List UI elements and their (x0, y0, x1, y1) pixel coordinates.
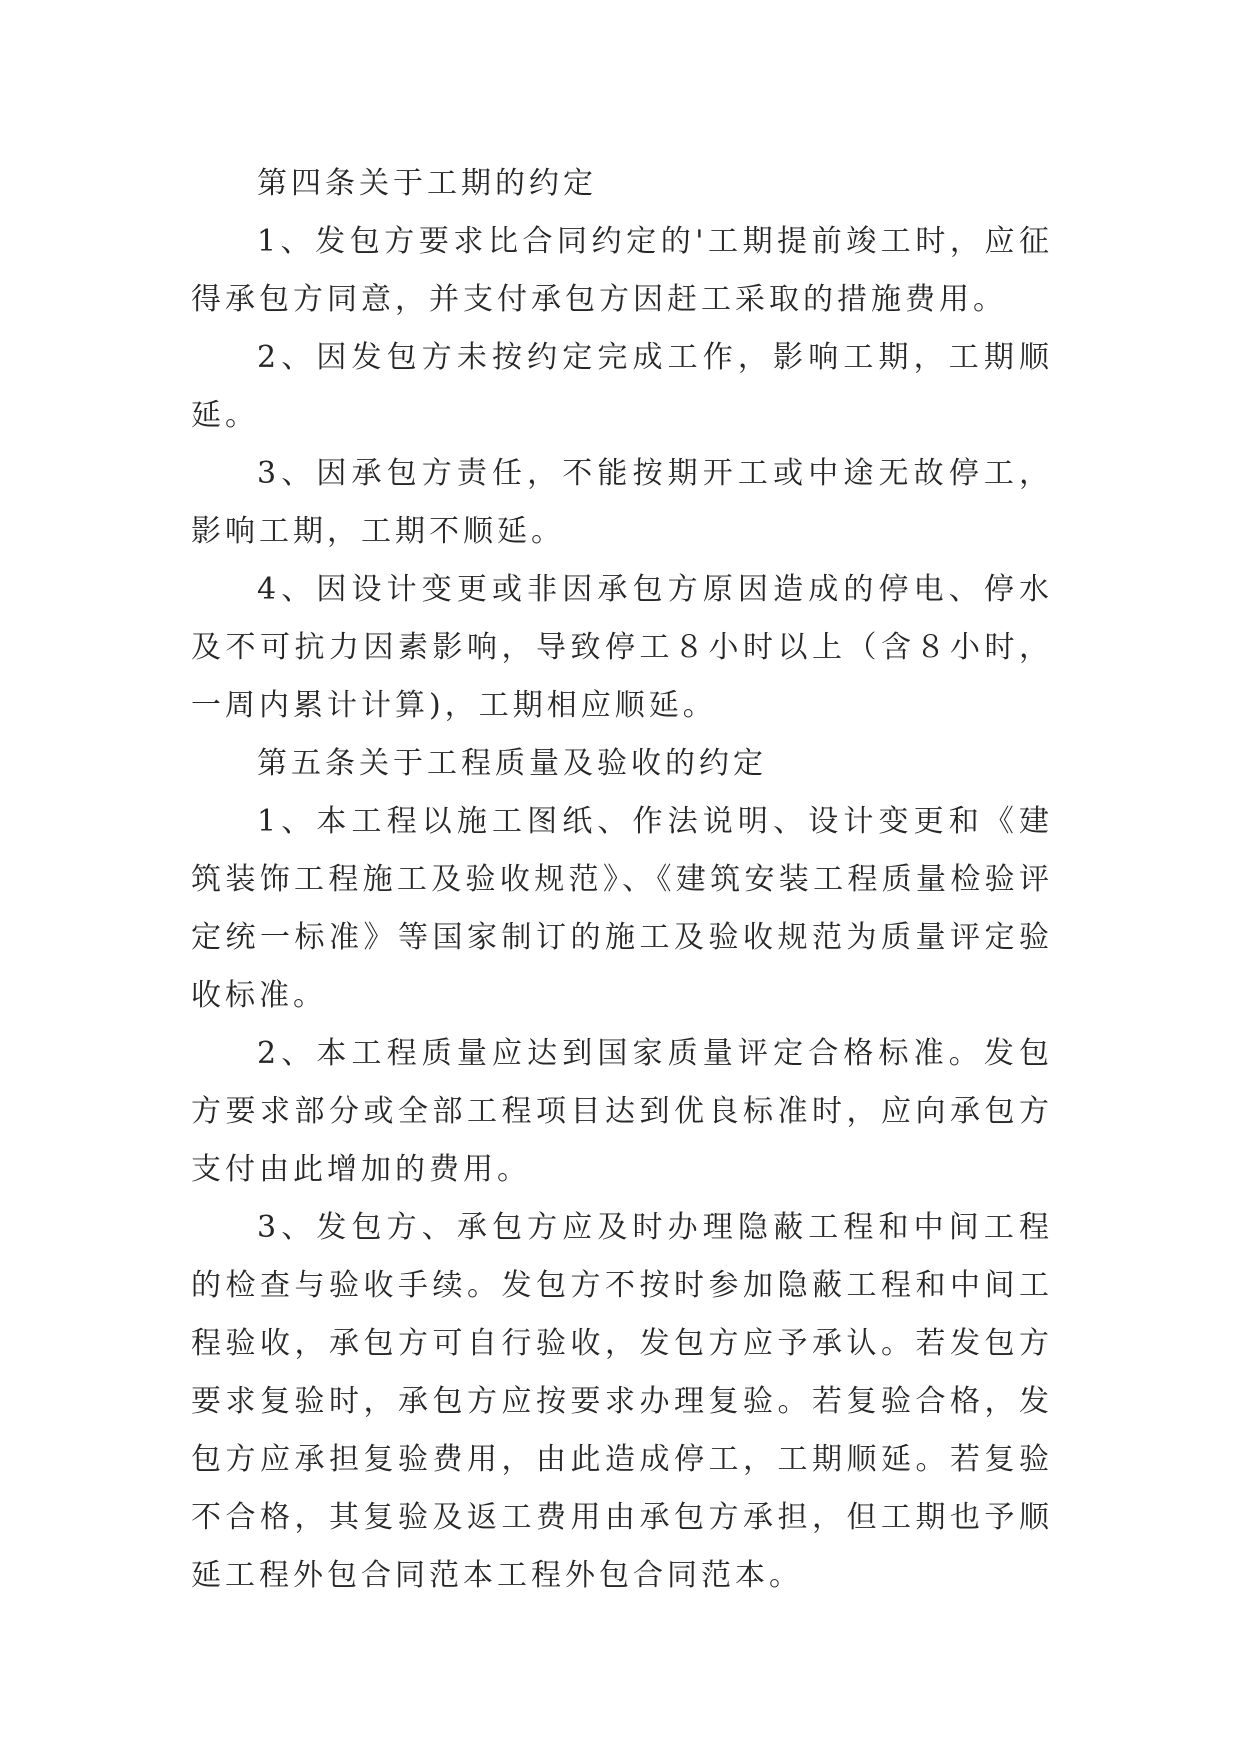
paragraph: 2、本工程质量应达到国家质量评定合格标准。发包方要求部分或全部工程项目达到优良标准时，应向承包方支付由此增加的费用。 (191, 1036, 1053, 1187)
document-body (191, 155, 1053, 1605)
paragraph: 3、因承包方责任，不能按期开工或中途无故停工，影响工期，工期不顺延。 (191, 456, 1053, 549)
paragraph: 1、发包方要求比合同约定的'工期提前竣工时，应征得承包方同意，并支付承包方因赶工采取的措施费用。 (191, 224, 1053, 317)
section-heading-4: 第四条关于工期的约定 (257, 166, 597, 201)
paragraph: 4、因设计变更或非因承包方原因造成的停电、停水及不可抗力因素影响，导致停工８小时以上（含８小时，一周内累计计算)，工期相应顺延。 (191, 572, 1053, 723)
paragraph: 2、因发包方未按约定完成工作，影响工期，工期顺延。 (191, 340, 1053, 433)
section-heading-5: 第五条关于工程质量及验收的约定 (257, 746, 767, 781)
paragraph: 1、本工程以施工图纸、作法说明、设计变更和《建筑装饰工程施工及验收规范》、《建筑安装工程质量检验评定统一标准》等国家制订的施工及验收规范为质量评定验收标准。 (191, 804, 1053, 1013)
paragraph: 3、发包方、承包方应及时办理隐蔽工程和中间工程的检查与验收手续。发包方不按时参加隐蔽工程和中间工程验收，承包方可自行验收，发包方应予承认。若发包方要求复验时，承包方应按要求办理复验。若复验合格，发包方应承担复验费用，由此造成停工，工期顺延。若复验不合格，其复验及返工费用由承包方承担，但工期也予顺延工程外包合同范本工程外包合同范本。 (191, 1210, 1053, 1593)
